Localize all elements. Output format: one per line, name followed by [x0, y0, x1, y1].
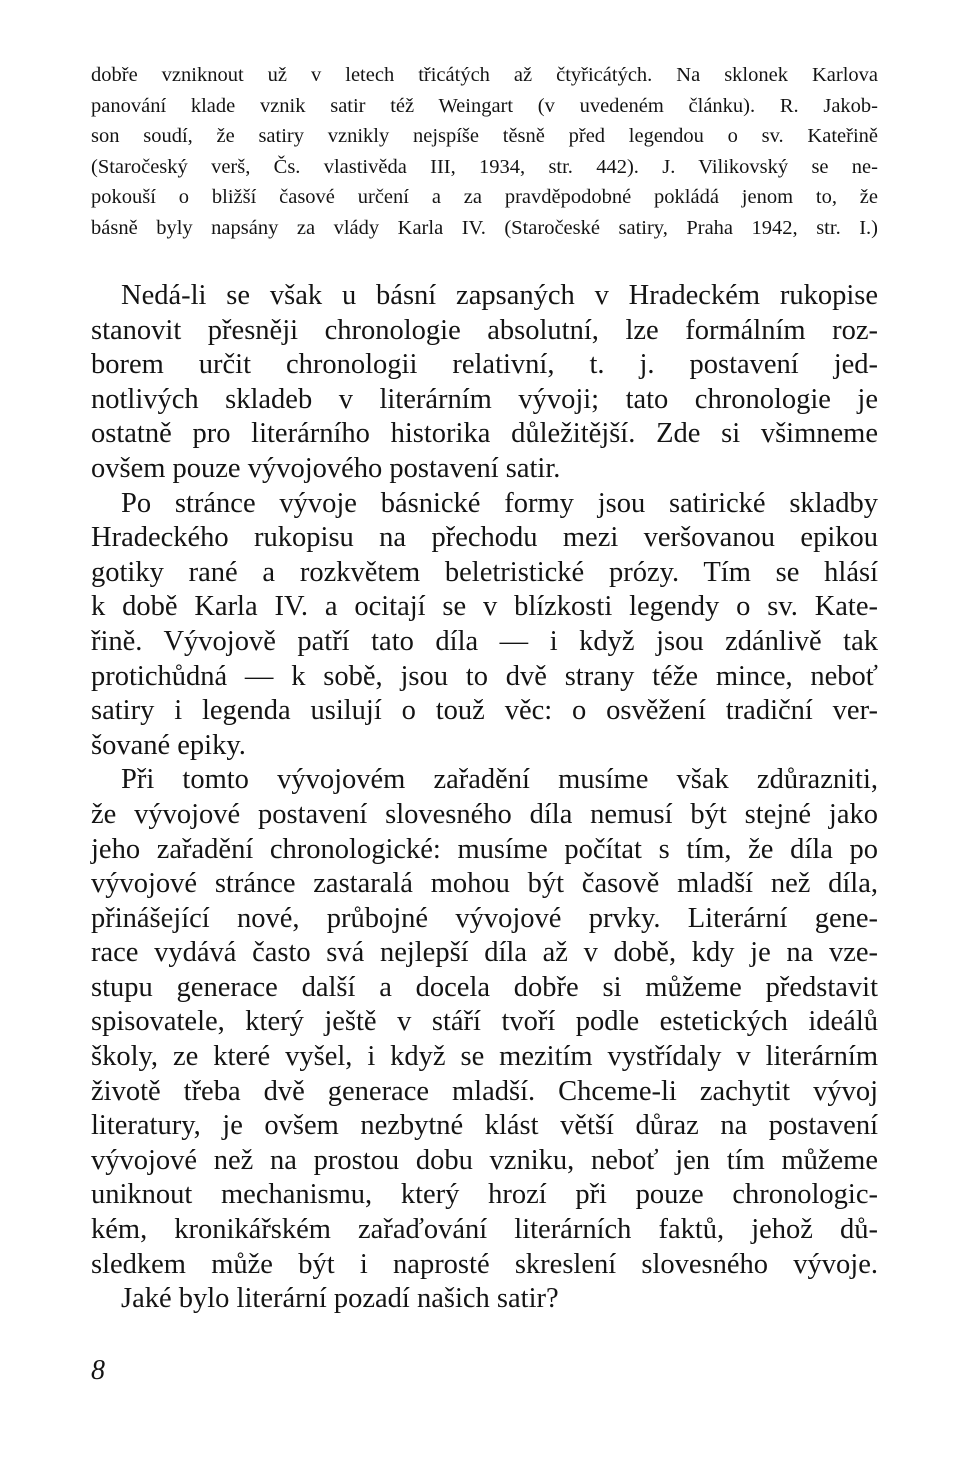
body-line: vývojové stránce zastaralá mohou být časově mladší než díla,: [91, 868, 878, 900]
body-line: šované epiky.: [91, 729, 246, 761]
body-line: gotiky rané a rozkvětem beletristické prózy. Tím se hlásí: [91, 556, 878, 588]
body-line: řině. Vývojově patří tato díla — i když jsou zdánlivě tak: [91, 625, 878, 657]
page-number: 8: [91, 1355, 105, 1386]
body-line: spisovatele, který ještě v stáří tvoří podle estetických ideálů: [91, 1006, 878, 1038]
footnote-line: (Staročeský verš, Čs. vlastivěda III, 1934, str. 442). J. Vilikovský se ne-: [91, 155, 878, 178]
footnote-line: pokouší o bližší časové určení a za pravděpodobné pokládá jenom to, že: [91, 186, 878, 208]
body-line: protichůdná — k sobě, jsou to dvě strany téže mince, neboť: [91, 660, 878, 692]
footnote-line: panování klade vznik satir též Weingart (v uvedeném článku). R. Jakob-: [91, 94, 878, 117]
body-line: sledkem může být i naprosté skreslení slovesného vývoje.: [91, 1248, 878, 1280]
body-line: notlivých skladeb v literárním vývoji; tato chronologie je: [91, 383, 878, 415]
body-line: vývojové než na prostou dobu vzniku, neboť jen tím můžeme: [91, 1144, 878, 1176]
body-line: ostatně pro literárního historika důležitější. Zde si všimneme: [91, 418, 878, 450]
body-line: Jaké bylo literární pozadí našich satir?: [121, 1283, 559, 1315]
body-line: race vydává často svá nejlepší díla až v době, kdy je na vze-: [91, 937, 878, 969]
body-line: literatury, je ovšem nezbytné klást větší důraz na postavení: [91, 1110, 878, 1142]
body-line: přinášející nové, průbojné vývojové prvky. Literární gene-: [91, 902, 878, 934]
body-line: Hradeckého rukopisu na přechodu mezi veršovanou epikou: [91, 522, 878, 554]
body-line: borem určit chronologii relativní, t. j. postavení jed-: [91, 349, 878, 381]
body-line: Nedá-li se však u básní zapsaných v Hradeckém rukopise: [121, 280, 878, 311]
body-line: stupu generace další a docela dobře si můžeme představit: [91, 971, 878, 1003]
body-line: stanovit přesněji chronologie absolutní, lze formálním roz-: [91, 314, 878, 346]
body-line: ovšem pouze vývojového postavení satir.: [91, 452, 561, 484]
page-content: [91, 60, 878, 1317]
body-line: životě třeba dvě generace mladší. Chceme-li zachytit vývoj: [91, 1075, 878, 1107]
body-line: Po stránce vývoje básnické formy jsou satirické skladby: [121, 487, 878, 519]
footnote-line: dobře vzniknout už v letech třicátých až čtyřicátých. Na sklonek Karlova: [91, 64, 878, 86]
body-line: k době Karla IV. a ocitají se v blízkosti legendy o sv. Kate-: [91, 591, 878, 623]
footnote-line: básně byly napsány za vlády Karla IV. (Staročeské satiry, Praha 1942, str. I.): [91, 216, 878, 239]
body-line: kém, kronikářském zařaďování literárních faktů, jehož dů-: [91, 1214, 878, 1246]
footnote: [91, 60, 878, 243]
body-line: satiry i legenda usilují o touž věc: o osvěžení tradiční ver-: [91, 695, 878, 727]
body-line: Při tomto vývojovém zařadění musíme však zdůrazniti,: [121, 764, 878, 796]
body-line: školy, ze které vyšel, i když se mezitím vystřídaly v literárním: [91, 1041, 878, 1073]
body-line: uniknout mechanismu, který hrozí při pouze chronologic-: [91, 1179, 878, 1211]
body-line: jeho zařadění chronologické: musíme počítat s tím, že díla po: [91, 833, 878, 865]
footnote-line: son soudí, že satiry vznikly nejspíše těsně před legendou o sv. Kateřině: [91, 125, 878, 147]
body-text: [91, 279, 878, 1317]
body-line: že vývojové postavení slovesného díla nemusí být stejné jako: [91, 798, 878, 830]
